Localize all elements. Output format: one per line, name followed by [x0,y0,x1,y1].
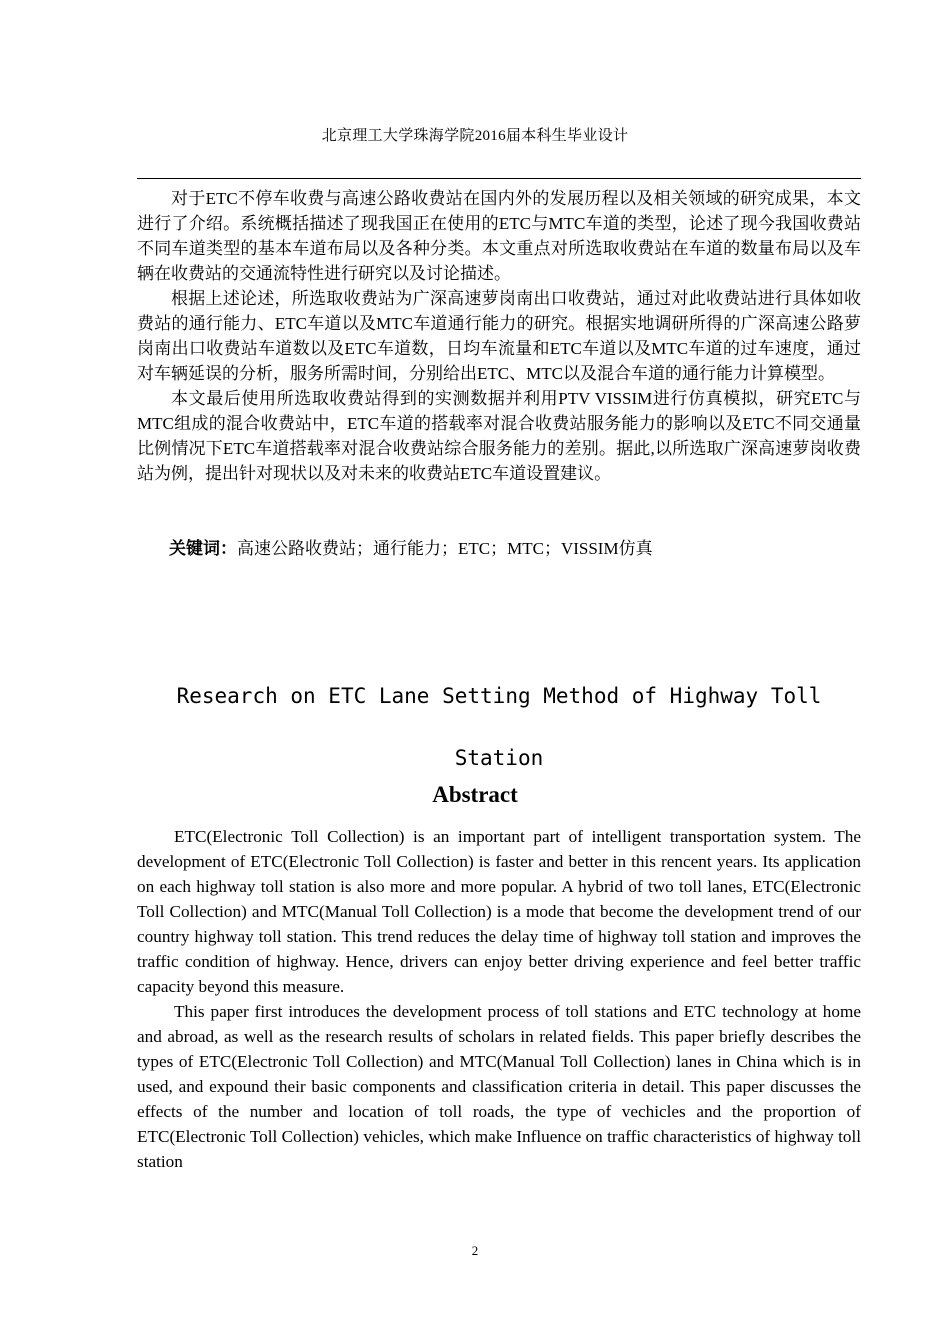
english-title-line-1: Research on ETC Lane Setting Method of Highway Toll [176,684,822,708]
english-paragraph-2: This paper first introduces the development process of toll stations and ETC technology at home and abroad, as well as the research results of scholars in related fields. This paper briefly describes the types of ETC(Electronic Toll Collection) and MTC(Manual Toll Collection) lanes in China which is in used, and expound their basic components and classification criteria in detail. This paper discusses the effects of the number and location of toll roads, the type of vechicles and the proportion of ETC(Electronic Toll Collection) vehicles, which make Influence on traffic characteristics of highway toll station [137,1002,861,1171]
chinese-paragraph-2: 根据上述论述，所选取收费站为广深高速萝岗南出口收费站，通过对此收费站进行具体如收费站的通行能力、ETC车道以及MTC车道通行能力的研究。根据实地调研所得的广深高速公路萝岗南出口收费站车道数以及ETC车道数，日均车流量和ETC车道以及MTC车道的过车速度，通过对车辆延误的分析，服务所需时间，分别给出ETC、MTC以及混合车道的通行能力计算模型。 [137,289,861,383]
english-abstract [137,824,861,1174]
keywords-line [169,536,861,561]
page-header: 北京理工大学珠海学院2016届本科生毕业设计 [321,128,629,144]
chinese-paragraph-1: 对于ETC不停车收费与高速公路收费站在国内外的发展历程以及相关领域的研究成果，本文进行了介绍。系统概括描述了现我国正在使用的ETC与MTC车道的类型，论述了现今我国收费站不同车道类型的基本车道布局以及各种分类。本文重点对所选取收费站在车道的数量布局以及车辆在收费站的交通流特性进行研究以及讨论描述。 [137,189,861,283]
chinese-abstract [137,186,861,486]
page-number: 2 [471,1243,479,1258]
abstract-heading: Abstract [432,782,518,807]
chinese-paragraph-3: 本文最后使用所选取收费站得到的实测数据并利用PTV VISSIM进行仿真模拟，研究ETC与MTC组成的混合收费站中，ETC车道的搭载率对混合收费站服务能力的影响以及ETC不同交通量比例情况下ETC车道搭载率对混合收费站综合服务能力的差别。据此,以所选取广深高速萝岗收费站为例，提出针对现状以及对未来的收费站ETC车道设置建议。 [137,389,861,483]
keywords-text: 高速公路收费站；通行能力；ETC；MTC；VISSIM仿真 [237,539,653,558]
english-title-line-2: Station [454,746,544,770]
english-paragraph-1: ETC(Electronic Toll Collection) is an important part of intelligent transportation system. The development of ETC(Electronic Toll Collection) is faster and better in this rencent years. Its application on each highway toll station is also more and more popular. A hybrid of two toll lanes, ETC(Electronic Toll Collection) and MTC(Manual Toll Collection) is a mode that become the development trend of our country highway toll station. This trend reduces the delay time of highway toll station and improves the traffic condition of highway. Hence, drivers can enjoy better driving experience and feel better traffic capacity beyond this measure. [137,827,861,996]
header-divider [137,178,861,179]
english-title [137,665,861,789]
keywords-label: 关键词： [169,539,237,558]
